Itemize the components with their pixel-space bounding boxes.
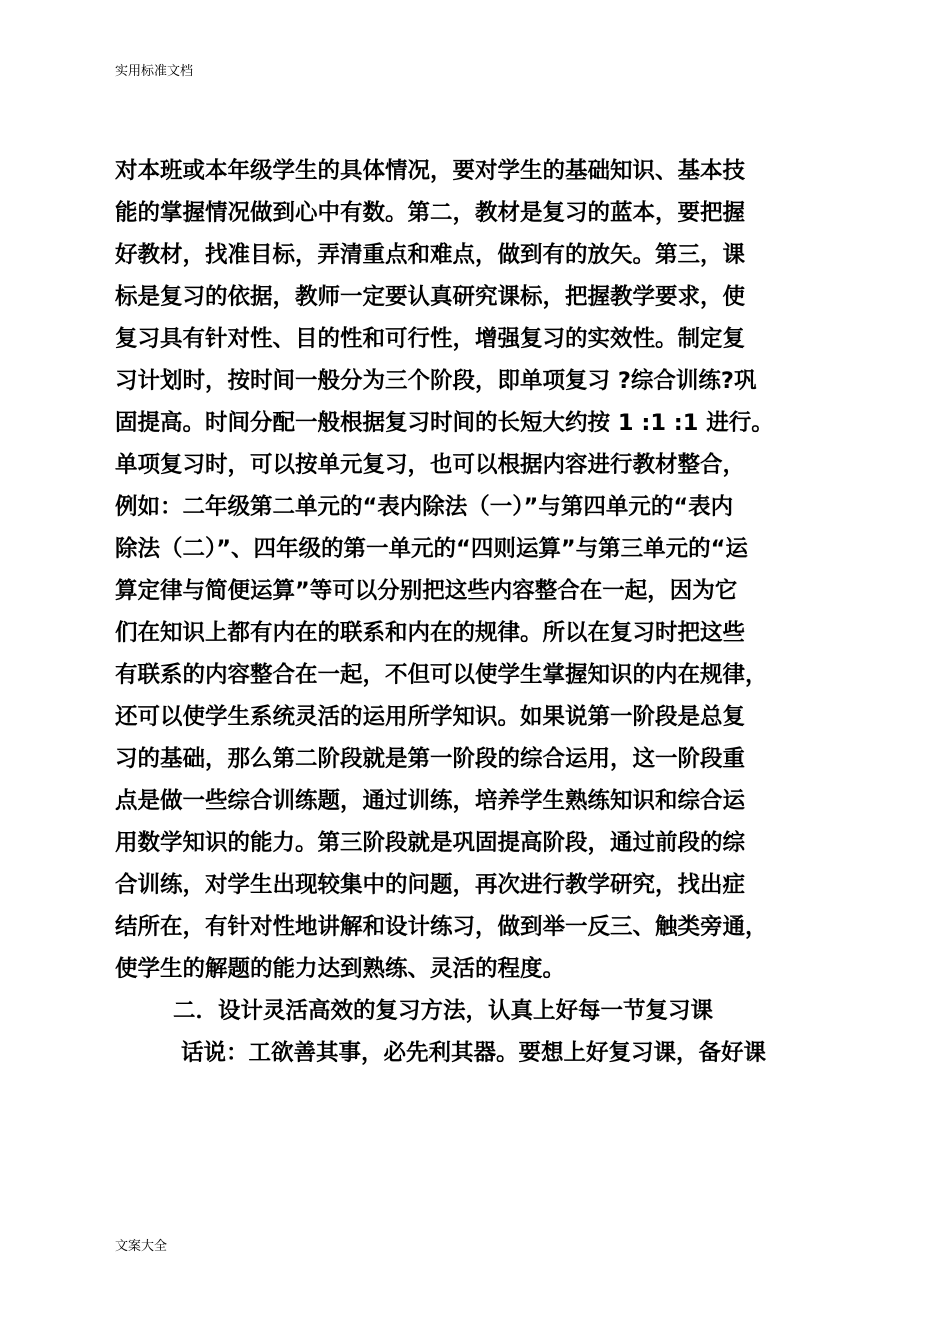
body-line: 除法（二）”、四年级的第一单元的“四则运算”与第三单元的“运 xyxy=(115,536,748,562)
body-line: 标是复习的依据，教师一定要认真研究课标，把握教学要求，使 xyxy=(115,284,746,310)
body-line: 习计划时，按时间一般分为三个阶段，即单项复习 ?综合训练?巩 xyxy=(115,368,757,394)
body-line: 使学生的解题的能力达到熟练、灵活的程度。 xyxy=(115,956,566,982)
body-line: 有联系的内容整合在一起，不但可以使学生掌握知识的内在规律， xyxy=(115,662,768,688)
body-line: 用数学知识的能力。第三阶段就是巩固提高阶段，通过前段的综 xyxy=(115,830,746,856)
body-line: 能的掌握情况做到心中有数。第二，教材是复习的蓝本，要把握 xyxy=(115,200,746,226)
body-line: 合训练，对学生出现较集中的问题，再次进行教学研究，找出症 xyxy=(115,872,746,898)
page-footer: 文案大全 xyxy=(115,1239,168,1254)
body-line: 复习具有针对性、目的性和可行性，增强复习的实效性。制定复 xyxy=(115,326,746,352)
body-line: 对本班或本年级学生的具体情况，要对学生的基础知识、基本技 xyxy=(115,158,746,184)
page-header: 实用标准文档 xyxy=(115,64,194,79)
body-line: 还可以使学生系统灵活的运用所学知识。如果说第一阶段是总复 xyxy=(115,704,746,730)
body-line: 结所在，有针对性地讲解和设计练习，做到举一反三、触类旁通， xyxy=(115,914,768,940)
body-line: 单项复习时，可以按单元复习，也可以根据内容进行教材整合， xyxy=(115,452,746,478)
body-line: 点是做一些综合训练题，通过训练，培养学生熟练知识和综合运 xyxy=(115,788,746,814)
section-heading: 二．设计灵活高效的复习方法，认真上好每一节复习课 xyxy=(173,998,714,1024)
body-line: 习的基础，那么第二阶段就是第一阶段的综合运用，这一阶段重 xyxy=(115,746,746,772)
body-line: 例如：二年级第二单元的“表内除法（一）”与第四单元的“表内 xyxy=(115,494,734,520)
body-line: 固提高。时间分配一般根据复习时间的长短大约按 1 :1 :1 进行。 xyxy=(115,410,774,436)
document-body xyxy=(115,150,845,1074)
paragraph-first-line: 话说：工欲善其事，必先利其器。要想上好复习课，备好课 xyxy=(181,1040,767,1066)
body-line: 算定律与简便运算”等可以分别把这些内容整合在一起，因为它 xyxy=(115,578,738,604)
body-line: 们在知识上都有内在的联系和内在的规律。所以在复习时把这些 xyxy=(115,620,746,646)
body-line: 好教材，找准目标，弄清重点和难点，做到有的放矢。第三，课 xyxy=(115,242,746,268)
